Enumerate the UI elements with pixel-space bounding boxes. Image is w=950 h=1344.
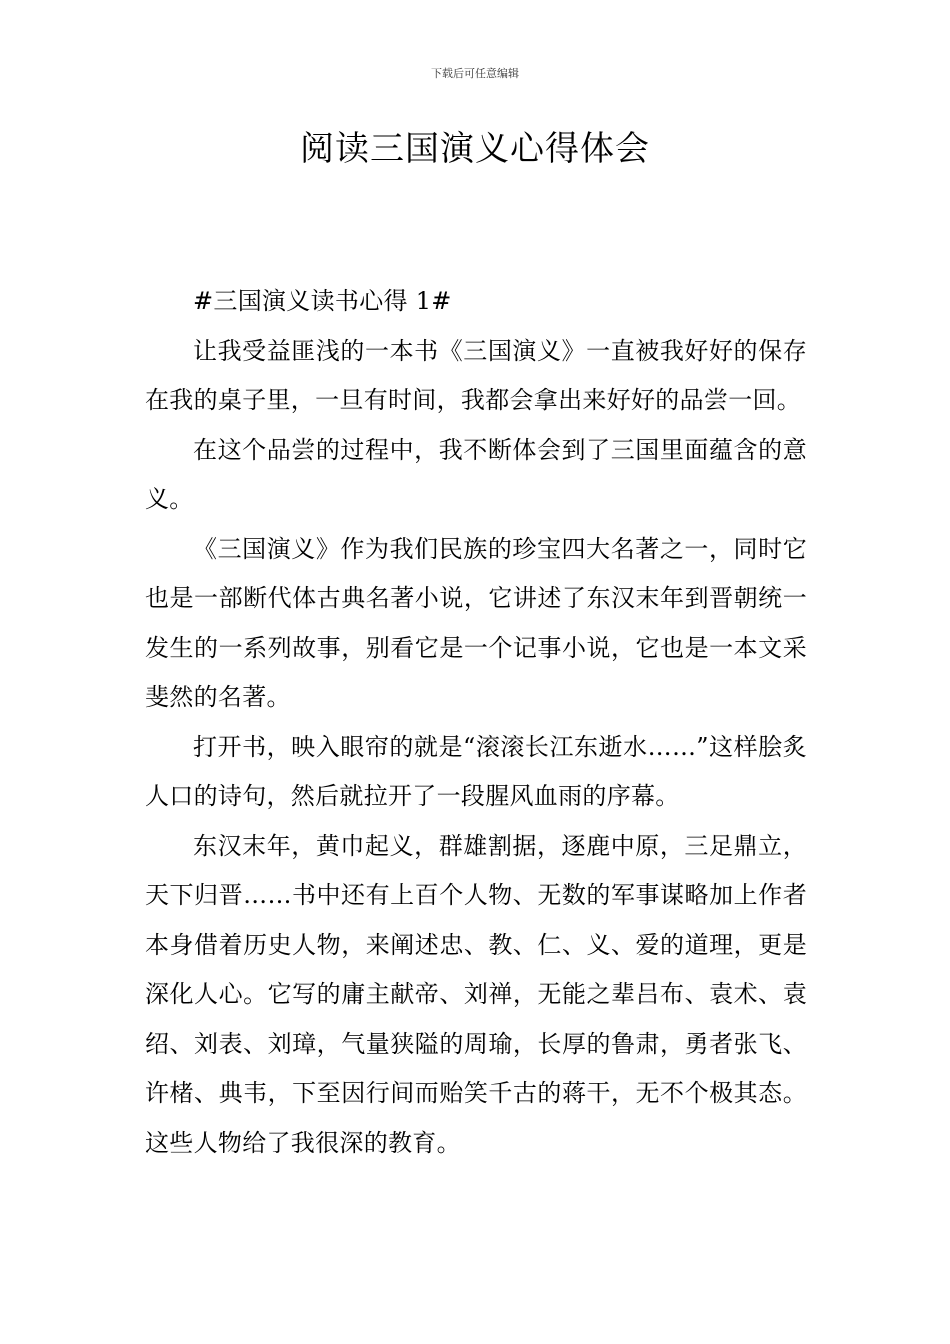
paragraph: 东汉末年，黄巾起义，群雄割据，逐鹿中原，三足鼎立，天下归晋……书中还有上百个人物、无数的军事谋略加上作者本身借着历史人物，来阐述忠、教、仁、义、爱的道理，更是深化人心。它写的庸主献帝、刘禅，无能之辈吕布、袁术、袁绍、刘表、刘璋，气量狭隘的周瑜，长厚的鲁肃，勇者张飞、许楮、典韦，下至因行间而贻笑千古的蒋干，无不个极其态。这些人物给了我很深的教育。 [145,831,807,1157]
paragraph: 在这个品尝的过程中，我不断体会到了三国里面蕴含的意义。 [145,435,807,513]
paragraph: 《三国演义》作为我们民族的珍宝四大名著之一，同时它也是一部断代体古典名著小说，它讲述了东汉末年到晋朝统一发生的一系列故事，别看它是一个记事小说，它也是一本文采斐然的名著。 [145,534,807,711]
header-note: 下载后可任意编辑 [431,67,519,80]
section-heading: #三国演义读书心得 1# [193,287,452,315]
document-body [145,277,807,1168]
document-title: 阅读三国演义心得体会 [300,129,650,169]
paragraph: 让我受益匪浅的一本书《三国演义》一直被我好好的保存在我的桌子里，一旦有时间，我都会拿出来好好的品尝一回。 [145,336,807,414]
paragraph: 打开书，映入眼帘的就是“滚滚长江东逝水……”这样脍炙人口的诗句，然后就拉开了一段腥风血雨的序幕。 [145,732,807,810]
